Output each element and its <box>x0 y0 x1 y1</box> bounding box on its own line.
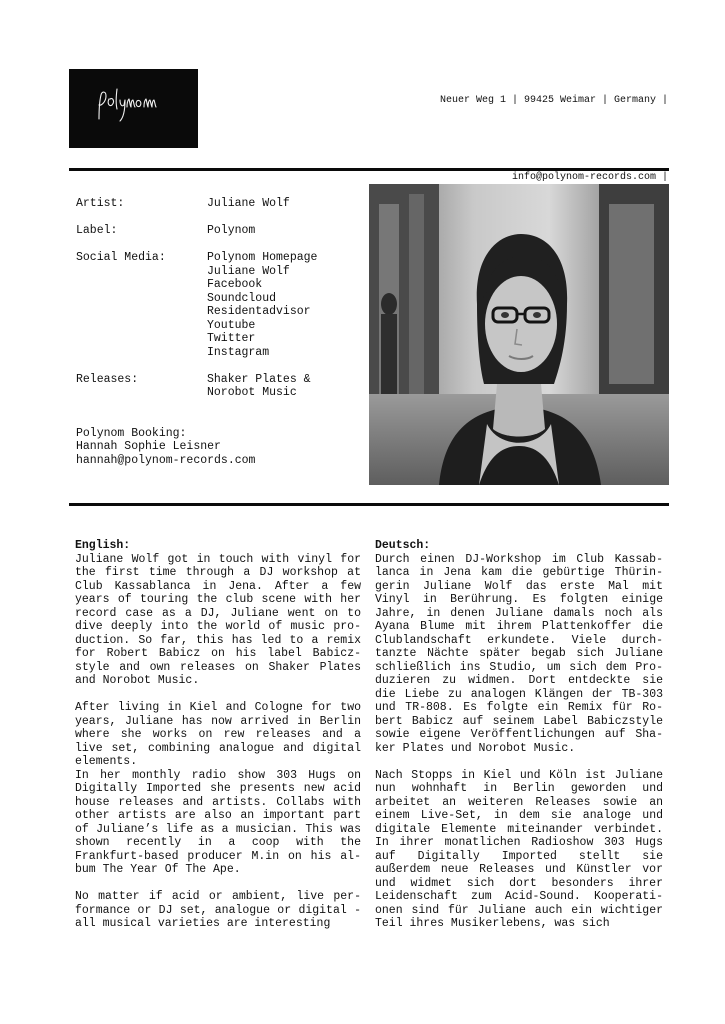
english-bio-column <box>75 539 361 969</box>
releases-label: Releases: <box>76 372 139 386</box>
german-bio-column <box>375 539 663 969</box>
english-paragraph: Juliane Wolf got in touch with vinyl for the first time through a DJ workshop at Club Kassablanca in Jena. After a few years of touring the club scene with her record case as a DJ, Juliane went on to dive deeply into the world of music production. So far, this has led to a remix for Robert Babicz on his label Babiczstyle and own releases on Shaker Plates and Norobot Music. <box>75 552 361 687</box>
release-line: Norobot Music <box>207 386 297 399</box>
artist-label: Artist: <box>76 197 125 210</box>
artist-value: Juliane Wolf <box>207 197 290 210</box>
german-paragraph: Nach Stopps in Kiel und Köln ist Juliane nun wohnhaft in Berlin geworden und arbeitet an weiteren Releases sowie an einem Live-Set, in dem sie analoge und digitale Elemente miteinander verbindet. In ihrer monatlichen Radioshow 303 Hugs auf Digitally Imported stellt sie außerdem neue Releases und Künstler vor und widmet sich dort besonders ihrer Leidenschaft zum Acid-Sound. Kooperationen sind für Juliane auch ein wichtiger Teil ihres Musikerlebens, was sich <box>375 768 663 930</box>
releases-row <box>76 373 366 400</box>
youtube-link[interactable]: Youtube <box>207 318 256 332</box>
twitter-link[interactable]: Twitter <box>207 332 256 345</box>
portrait-image <box>369 184 669 485</box>
booking-contact <box>76 427 366 468</box>
artist-row <box>76 197 366 211</box>
booking-name: Hannah Sophie Leisner <box>76 440 221 453</box>
polynom-homepage-link[interactable]: Polynom Homepage <box>207 251 318 264</box>
polynom-logo-signature-icon <box>69 69 198 148</box>
artist-info <box>76 197 366 467</box>
social-media-label: Social Media: <box>76 251 166 264</box>
booking-email-link[interactable]: hannah@polynom-records.com <box>76 453 256 467</box>
label-row <box>76 224 366 238</box>
english-paragraph: After living in Kiel and Cologne for two years, Juliane has now arrived in Berlin where she works on rew releases and a live set, combining analogue and digital elements. <box>75 701 361 768</box>
german-paragraph: Durch einen DJ-Workshop im Club Kassablanca in Jena kam die gebürtige Thüringerin Juliane Wolf das erste Mal mit Vinyl in Berührung. Es folgten einige Jahre, in denen Juliane damals noch als Ayana Blume mit ihrem Plattenkoffer die Clublandschaft erkundete. Viele durchtanzte Nächte später begab sich Juliane schließlich ins Studio, um sich dem Produzieren zu widmen. Dort entdeckte sie die Liebe zu analogen Klängen der TB-303 und TR-808. Es folgte ein Remix für Robert Babicz auf seinem Label Babiczstyle sowie eigene Veröffentlichungen auf Shaker Plates und Norobot Music. <box>375 552 663 755</box>
english-paragraph: No matter if acid or ambient, live performance or DJ set, analogue or digital - all musical varieties are interesting <box>75 890 361 930</box>
juliane-wolf-link[interactable]: Juliane Wolf <box>207 264 290 278</box>
middle-divider <box>69 503 669 506</box>
address: Neuer Weg 1 | 99425 Weimar | Germany | <box>439 95 668 106</box>
english-heading: English: <box>75 539 131 552</box>
social-media-row <box>76 251 366 359</box>
label-label: Label: <box>76 224 118 237</box>
instagram-link[interactable]: Instagram <box>207 345 270 359</box>
residentadvisor-link[interactable]: Residentadvisor <box>207 305 311 318</box>
artist-portrait-photo <box>369 184 669 485</box>
facebook-link[interactable]: Facebook <box>207 278 263 291</box>
polynom-logo <box>69 69 198 148</box>
english-paragraph: In her monthly radio show 303 Hugs on Digitally Imported she presents new acid house releases and artists. Collabs with other artists are also an important part of Juliane’s life as a musician. This was shown recently in a coop with the Frankfurt-based producer M.in on his album The Year Of The Ape. <box>75 768 361 876</box>
release-line: Shaker Plates & <box>207 372 311 386</box>
social-media-links <box>207 251 366 359</box>
label-value: Polynom <box>207 224 256 237</box>
info-email-link[interactable]: info@polynom-records.com | <box>511 171 668 183</box>
releases-value <box>207 373 366 400</box>
top-divider <box>69 168 669 171</box>
german-heading: Deutsch: <box>375 539 431 552</box>
booking-title: Polynom Booking: <box>76 426 187 440</box>
soundcloud-link[interactable]: Soundcloud <box>207 291 277 305</box>
